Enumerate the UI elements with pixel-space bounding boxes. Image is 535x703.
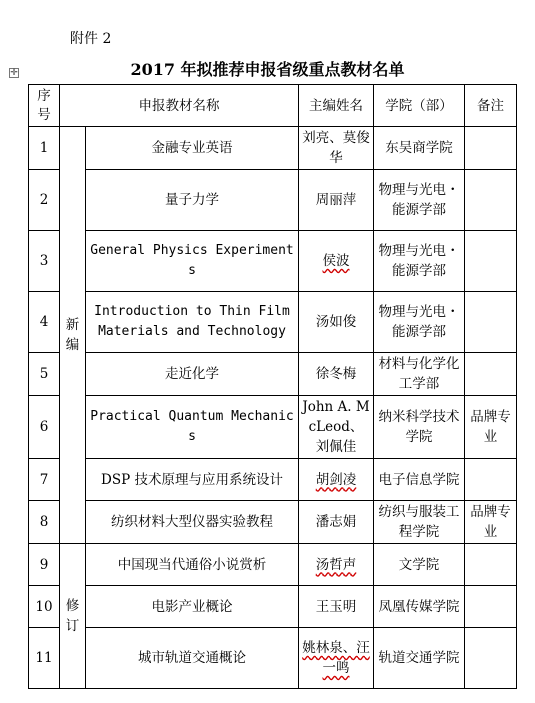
row-note <box>465 628 517 689</box>
row-college: 物理与光电・能源学部 <box>374 292 465 353</box>
header-textbook-name: 申报教材名称 <box>60 85 299 127</box>
row-note <box>465 170 517 231</box>
textbook-table <box>28 84 517 689</box>
row-note <box>465 292 517 353</box>
header-seq: 序号 <box>29 85 60 127</box>
row-editor <box>299 628 374 689</box>
row-seq: 3 <box>29 231 60 292</box>
row-editor <box>299 231 374 292</box>
row-name: 中国现当代通俗小说赏析 <box>86 544 299 586</box>
table-row <box>29 292 517 353</box>
row-editor: 周丽萍 <box>299 170 374 231</box>
row-editor: 王玉明 <box>299 586 374 628</box>
row-editor: 徐冬梅 <box>299 353 374 396</box>
attachment-label: 附件 2 <box>70 31 112 47</box>
row-college: 物理与光电・能源学部 <box>374 170 465 231</box>
row-note <box>465 127 517 170</box>
row-seq: 5 <box>29 353 60 396</box>
row-editor: 潘志娟 <box>299 501 374 544</box>
header-note: 备注 <box>465 85 517 127</box>
row-note <box>465 231 517 292</box>
row-editor-text: 胡剑凌 <box>315 471 357 488</box>
row-seq: 2 <box>29 170 60 231</box>
row-note <box>465 353 517 396</box>
row-name: 电影产业概论 <box>86 586 299 628</box>
table-row <box>29 231 517 292</box>
row-seq: 10 <box>29 586 60 628</box>
row-college: 电子信息学院 <box>374 459 465 501</box>
row-editor-text: 姚林泉、汪一鸣 <box>302 640 370 676</box>
row-editor: 刘亮、莫俊华 <box>299 127 374 170</box>
row-note <box>465 459 517 501</box>
row-seq: 4 <box>29 292 60 353</box>
category-new: 新编 <box>60 127 86 544</box>
table-move-handle-icon[interactable]: ✛ <box>10 68 18 78</box>
table-row <box>29 501 517 544</box>
table-row <box>29 353 517 396</box>
row-name: 纺织材料大型仪器实验教程 <box>86 501 299 544</box>
row-college: 凤凰传媒学院 <box>374 586 465 628</box>
row-name: 量子力学 <box>86 170 299 231</box>
row-college: 纺织与服装工程学院 <box>374 501 465 544</box>
row-seq: 1 <box>29 127 60 170</box>
row-editor: John A. McLeod、刘佩佳 <box>299 396 374 459</box>
row-note <box>465 586 517 628</box>
row-college: 文学院 <box>374 544 465 586</box>
header-editor: 主编姓名 <box>299 85 374 127</box>
row-seq: 9 <box>29 544 60 586</box>
row-editor <box>299 459 374 501</box>
table-row <box>29 459 517 501</box>
table-row <box>29 170 517 231</box>
row-editor: 汤如俊 <box>299 292 374 353</box>
row-name: DSP 技术原理与应用系统设计 <box>86 459 299 501</box>
header-row <box>29 85 517 127</box>
row-name: Practical Quantum Mechanics <box>86 396 299 459</box>
row-name: General Physics Experiments <box>86 231 299 292</box>
table-row <box>29 586 517 628</box>
document-title: 2017 年拟推荐申报省级重点教材名单 <box>130 60 405 79</box>
row-college: 轨道交通学院 <box>374 628 465 689</box>
row-seq: 6 <box>29 396 60 459</box>
table-row <box>29 544 517 586</box>
row-note: 品牌专业 <box>465 501 517 544</box>
row-editor-text: 侯波 <box>322 253 350 269</box>
row-college: 纳米科学技术学院 <box>374 396 465 459</box>
row-name: 城市轨道交通概论 <box>86 628 299 689</box>
row-seq: 7 <box>29 459 60 501</box>
row-seq: 11 <box>29 628 60 689</box>
row-college: 东吴商学院 <box>374 127 465 170</box>
row-college: 材料与化学化工学部 <box>374 353 465 396</box>
row-note <box>465 544 517 586</box>
row-name: Introduction to Thin Film Materials and Technology <box>86 292 299 353</box>
row-seq: 8 <box>29 501 60 544</box>
row-editor <box>299 544 374 586</box>
row-editor-text: 汤哲声 <box>315 556 357 573</box>
category-revise: 修订 <box>60 544 86 689</box>
table-row <box>29 396 517 459</box>
header-college: 学院（部） <box>374 85 465 127</box>
table-row <box>29 127 517 170</box>
table-row <box>29 628 517 689</box>
row-name: 走近化学 <box>86 353 299 396</box>
row-college: 物理与光电・能源学部 <box>374 231 465 292</box>
row-note: 品牌专业 <box>465 396 517 459</box>
row-name: 金融专业英语 <box>86 127 299 170</box>
